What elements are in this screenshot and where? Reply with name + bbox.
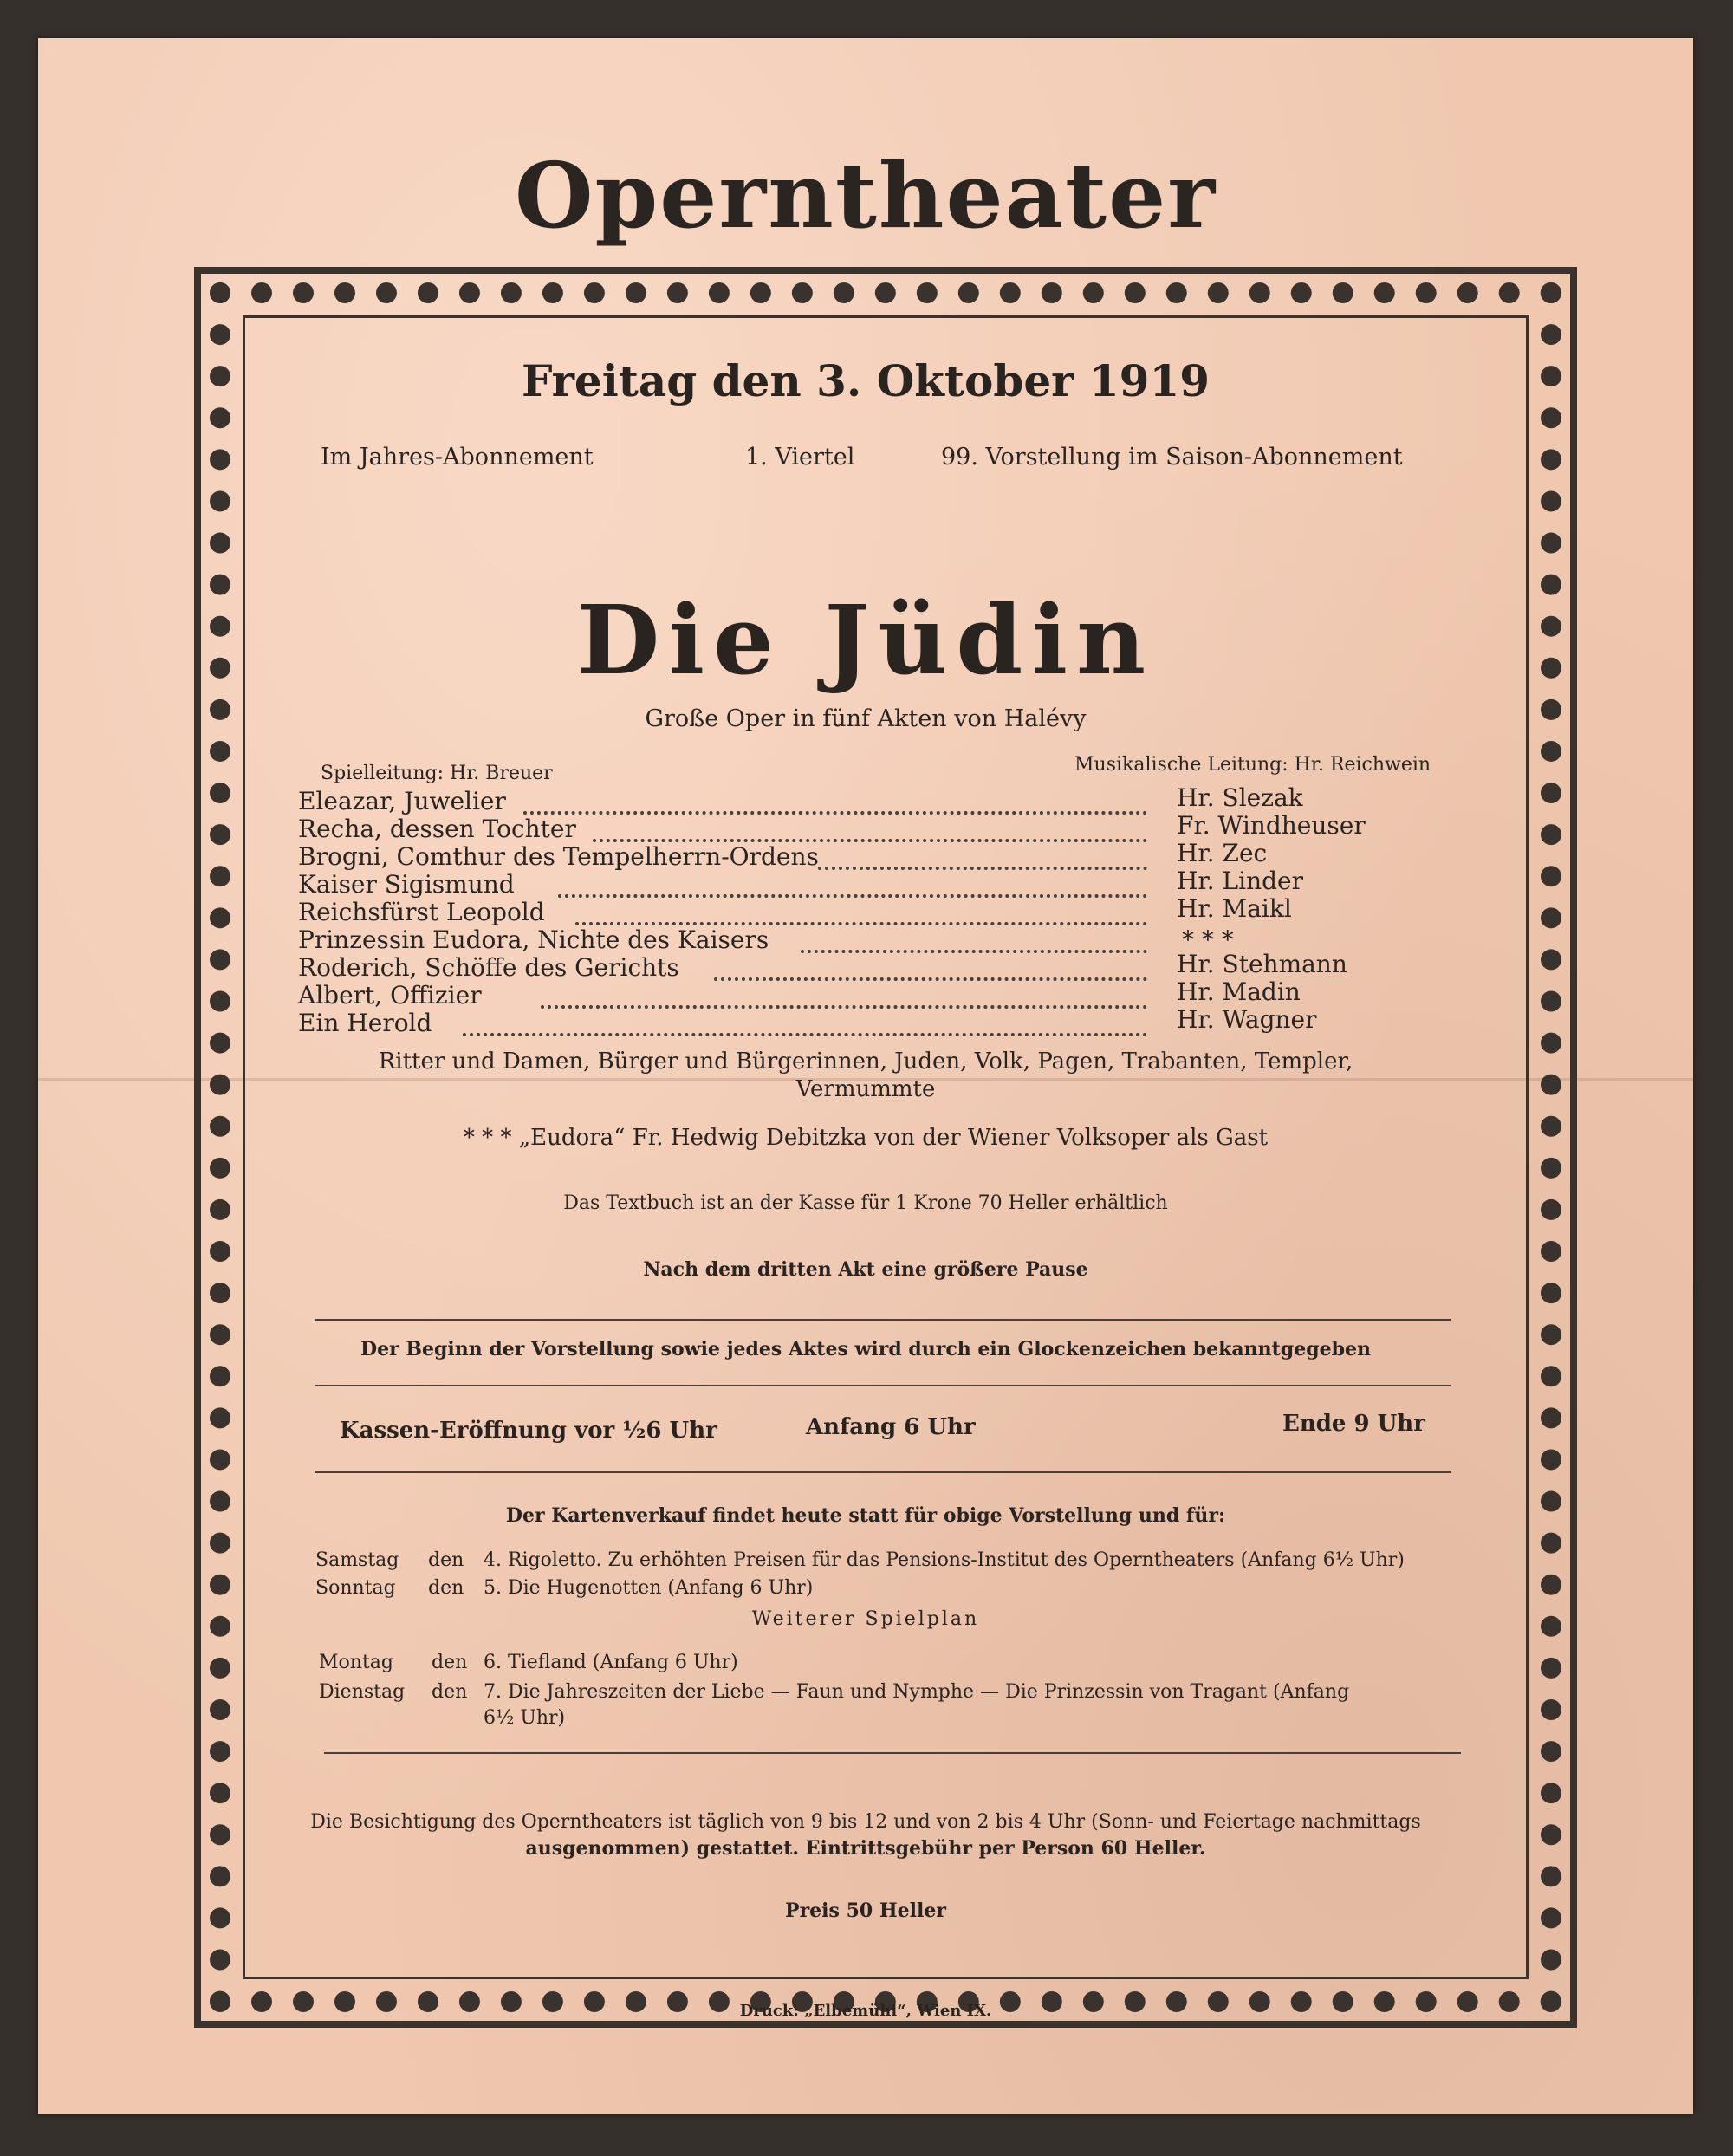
- schedule-day: Montag: [319, 1652, 393, 1673]
- box-office-time: Kassen-Eröffnung vor ½6 Uhr: [340, 1418, 717, 1444]
- subscription-season: 99. Vorstellung im Saison-Abonnement: [941, 444, 1403, 471]
- cast-actor: * * *: [1182, 925, 1234, 954]
- date-line: Freitag den 3. Oktober 1919: [521, 355, 1211, 406]
- presale-den: den: [428, 1577, 464, 1599]
- leader-dots: [463, 1033, 1147, 1036]
- presale-entry: 4. Rigoletto. Zu erhöhten Preisen für das Pensions-Institut des Operntheaters (Anfang 6½ Uhr): [484, 1549, 1405, 1571]
- schedule-day: Dienstag: [319, 1681, 406, 1703]
- cast-role: Prinzessin Eudora, Nichte des Kaisers: [298, 925, 769, 954]
- leader-dots: [541, 1005, 1147, 1009]
- libretto-note: Das Textbuch ist an der Kasse für 1 Krone 70 Heller erhältlich: [563, 1192, 1168, 1214]
- cast-role: Albert, Offizier: [298, 981, 482, 1010]
- cast-actor: Hr. Madin: [1177, 977, 1301, 1006]
- cast-actor: Fr. Windheuser: [1177, 811, 1366, 840]
- schedule-den: den: [432, 1681, 468, 1703]
- bell-note: Der Beginn der Vorstellung sowie jedes Aktes wird durch ein Glockenzeichen bekanntgegeben: [360, 1338, 1371, 1360]
- music-director: Musikalische Leitung: Hr. Reichwein: [1074, 754, 1431, 776]
- cast-role: Recha, dessen Tochter: [298, 815, 576, 843]
- rule: [324, 1752, 1461, 1754]
- cast-actor: Hr. Slezak: [1177, 783, 1303, 812]
- ensemble-line: Ritter und Damen, Bürger und Bürgerinnen, Juden, Volk, Pagen, Trabanten, Templer,: [378, 1049, 1353, 1075]
- cast-actor: Hr. Linder: [1177, 867, 1303, 895]
- opera-title: Die Jüdin: [576, 584, 1155, 696]
- rule: [315, 1385, 1451, 1386]
- cast-actor: Hr. Zec: [1177, 839, 1268, 867]
- cast-role: Ein Herold: [298, 1009, 432, 1037]
- cast-role: Brogni, Comthur des Tempelherrn-Ordens: [298, 842, 819, 871]
- presale-day: Sonntag: [315, 1577, 396, 1599]
- guest-note: * * * „Eudora“ Fr. Hedwig Debitzka von der Wiener Volksoper als Gast: [463, 1125, 1269, 1151]
- price: Preis 50 Heller: [785, 1899, 946, 1922]
- subscription-annual: Im Jahres-Abonnement: [321, 444, 594, 471]
- cast-role: Roderich, Schöffe des Gerichts: [298, 953, 679, 982]
- schedule-entry: 6. Tiefland (Anfang 6 Uhr): [484, 1652, 738, 1673]
- leader-dots: [523, 811, 1147, 815]
- playbill-sheet: [38, 38, 1693, 2114]
- cast-role: Kaiser Sigismund: [298, 870, 515, 899]
- cast-actor: Hr. Wagner: [1177, 1005, 1317, 1034]
- printer-imprint: Druck: „Elbemühl“, Wien IX.: [739, 2002, 992, 2020]
- schedule-heading: Weiterer Spielplan: [751, 1608, 980, 1630]
- cast-role: Reichsfürst Leopold: [298, 898, 545, 926]
- schedule-den: den: [432, 1652, 468, 1673]
- presale-heading: Der Kartenverkauf findet heute statt für obige Vorstellung und für:: [505, 1504, 1226, 1527]
- rule: [315, 1471, 1451, 1473]
- pause-note: Nach dem dritten Akt eine größere Pause: [643, 1258, 1088, 1281]
- end-time: Ende 9 Uhr: [1282, 1411, 1425, 1437]
- visit-note: Die Besichtigung des Operntheaters ist täglich von 9 bis 12 und von 2 bis 4 Uhr (Sonn- und Feiertage nachmittags: [310, 1811, 1421, 1833]
- theater-name: Operntheater: [514, 142, 1217, 249]
- schedule-entry-cont: 6½ Uhr): [484, 1707, 566, 1729]
- rule: [315, 1319, 1451, 1321]
- opera-subtitle: Große Oper in fünf Akten von Halévy: [645, 705, 1087, 732]
- start-time: Anfang 6 Uhr: [806, 1414, 976, 1440]
- stage-director: Spielleitung: Hr. Breuer: [321, 763, 553, 784]
- ensemble-line: Vermummte: [795, 1076, 936, 1102]
- cast-role: Eleazar, Juwelier: [298, 787, 506, 815]
- subscription-quarter: 1. Viertel: [745, 444, 855, 471]
- cast-actor: Hr. Stehmann: [1177, 950, 1347, 978]
- leader-dots: [558, 894, 1147, 898]
- presale-den: den: [428, 1549, 464, 1571]
- cast-actor: Hr. Maikl: [1177, 894, 1292, 923]
- leader-dots: [818, 867, 1147, 870]
- presale-entry: 5. Die Hugenotten (Anfang 6 Uhr): [484, 1577, 814, 1599]
- schedule-entry: 7. Die Jahreszeiten der Liebe — Faun und Nymphe — Die Prinzessin von Tragant (Anfang: [484, 1681, 1350, 1703]
- leader-dots: [714, 977, 1147, 981]
- leader-dots: [801, 950, 1147, 953]
- presale-day: Samstag: [315, 1549, 399, 1571]
- visit-note: ausgenommen) gestattet. Eintrittsgebühr per Person 60 Heller.: [525, 1837, 1206, 1860]
